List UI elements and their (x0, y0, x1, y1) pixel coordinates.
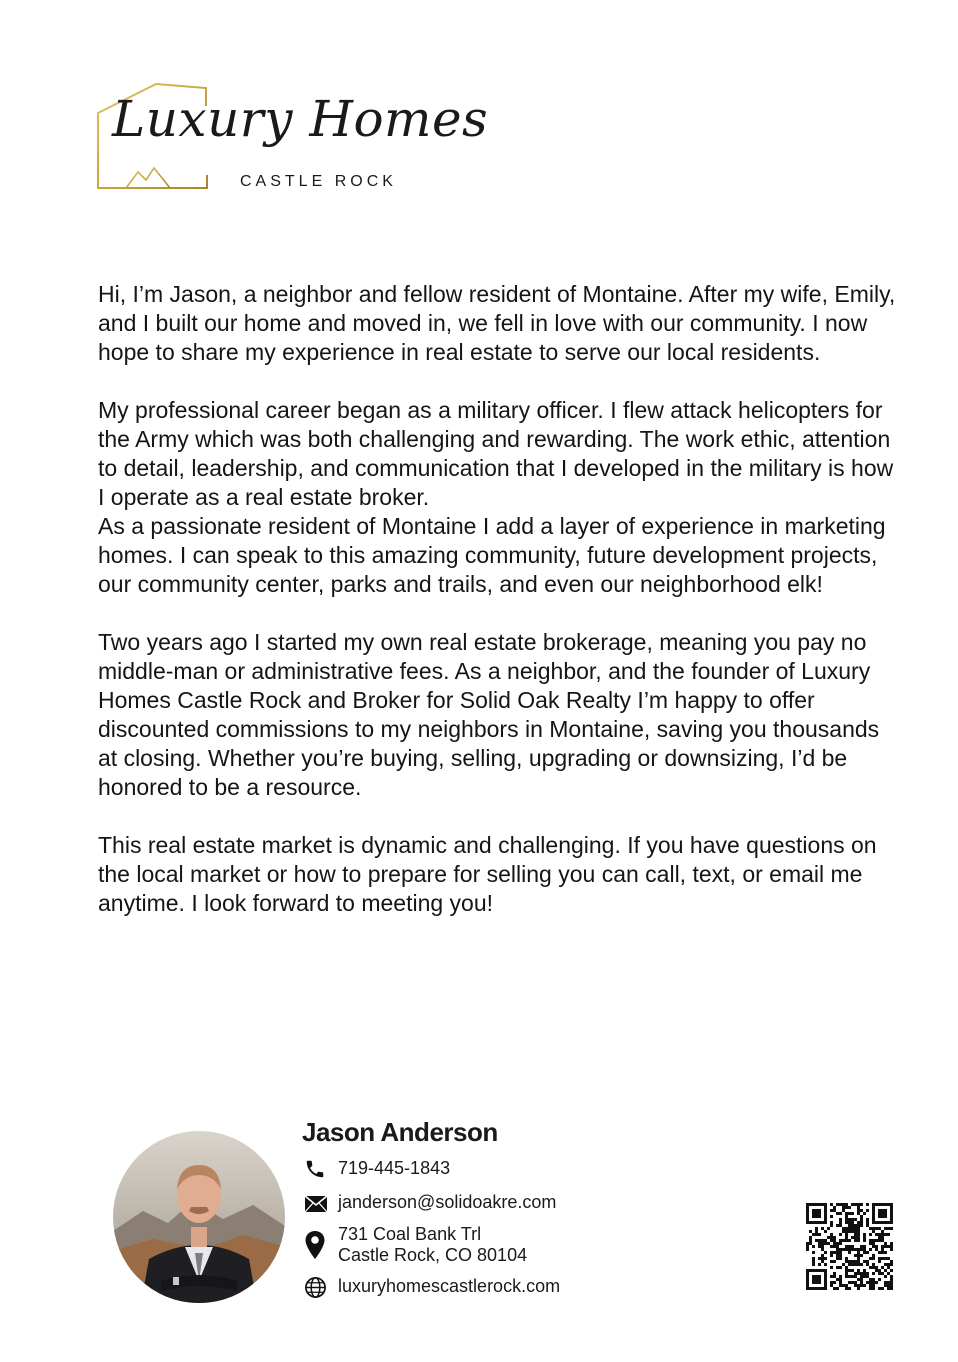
letter-body (98, 280, 898, 918)
address-line-1: 731 Coal Bank Trl (338, 1224, 482, 1244)
letter-paragraph: This real estate market is dynamic and challenging. If you have questions on the local market or how to prepare for selling you can call, text, or email me anytime. I look forward to meeting you! (98, 832, 877, 916)
brand-script: Luxury Homes (112, 90, 489, 148)
address-line-2: Castle Rock, CO 80104 (338, 1245, 528, 1265)
qr-code[interactable] (806, 1203, 893, 1290)
globe-icon (304, 1276, 327, 1299)
phone-icon (304, 1158, 326, 1180)
envelope-icon (304, 1195, 328, 1213)
agent-name: Jason Anderson (302, 1117, 498, 1147)
letter-paragraph: Hi, I’m Jason, a neighbor and fellow resident of Montaine. After my wife, Emily, and I built our home and moved in, we fell in love with our community. I now hope to share my experience in real estate to serve our local residents. (98, 281, 896, 365)
brand-logo (96, 80, 489, 195)
letter-paragraph: As a passionate resident of Montaine I add a layer of experience in marketing homes. I can speak to this amazing community, future development projects, our community center, parks and trails, and even our neighborhood elk! (98, 513, 886, 597)
letter-paragraph: My professional career began as a military officer. I flew attack helicopters for the Army which was both challenging and rewarding. The work ethic, attention to detail, leadership, and communication that I developed in the military is how I operate as a real estate broker. (98, 397, 894, 510)
email-address[interactable]: janderson@solidoakre.com (338, 1192, 557, 1212)
phone-number[interactable]: 719-445-1843 (338, 1158, 451, 1178)
brand-location: CASTLE ROCK (240, 173, 397, 190)
website-link[interactable]: luxuryhomescastlerock.com (338, 1276, 561, 1296)
letter-paragraph: Two years ago I started my own real estate brokerage, meaning you pay no middle-man or administrative fees. As a neighbor, and the founder of Luxury Homes Castle Rock and Broker for Solid Oak Realty I’m happy to offer discounted commissions to my neighbors in Montaine, saving you thousands at closing. Whether you’re buying, selling, upgrading or downsizing, I’d be honored to be a resource. (98, 629, 880, 800)
agent-photo (113, 1131, 285, 1303)
map-pin-icon (304, 1230, 326, 1260)
